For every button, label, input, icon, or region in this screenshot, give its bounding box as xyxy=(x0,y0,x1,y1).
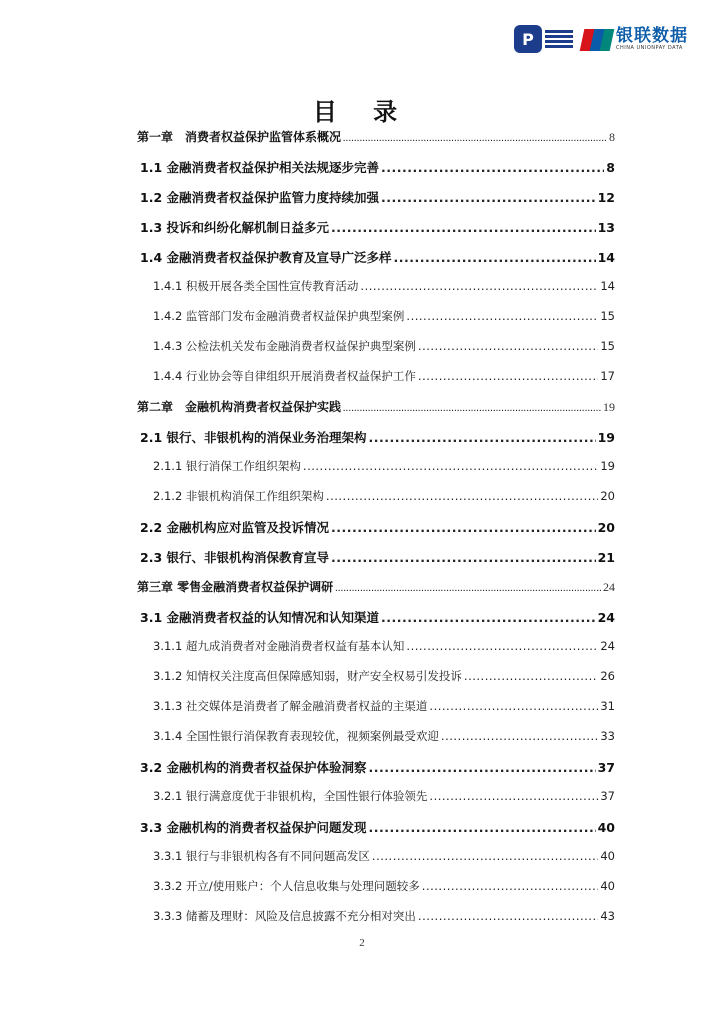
toc-entry-page: 40 xyxy=(600,849,615,863)
toc-entry-title: 3.1.4 全国性银行消保教育表现较优，视频案例最受欢迎 xyxy=(153,729,439,743)
toc-entry-title: 1.2 金融消费者权益保护监管力度持续加强 xyxy=(140,190,379,205)
toc-entry-page: 43 xyxy=(600,909,615,923)
toc-entry-title: 第三章 零售金融消费者权益保护调研 xyxy=(137,580,334,594)
toc-entry-page: 40 xyxy=(600,879,615,893)
toc-leader-dots xyxy=(394,250,596,265)
toc-entry-page: 26 xyxy=(600,669,615,683)
toc-section[interactable] xyxy=(137,218,615,236)
toc-entry-title: 3.3.2 开立/使用账户：个人信息收集与处理问题较多 xyxy=(153,879,420,893)
toc-entry-title: 3.3.3 储蓄及理财：风险及信息披露不充分相对突出 xyxy=(153,909,416,923)
toc-entry-title: 3.1.3 社交媒体是消费者了解金融消费者权益的主渠道 xyxy=(153,699,428,713)
toc-entry-title: 1.4.4 行业协会等自律组织开展消费者权益保护工作 xyxy=(153,369,416,383)
toc-entry-page: 24 xyxy=(603,580,615,594)
toc-subsection[interactable] xyxy=(137,638,615,654)
brand-name-cn: 银联数据 xyxy=(616,26,688,46)
toc-leader-dots xyxy=(303,459,598,473)
cup-data-logo xyxy=(582,25,688,53)
toc-subsection[interactable] xyxy=(137,458,615,474)
cup-data-mark-icon xyxy=(582,25,612,53)
toc-entry-page: 14 xyxy=(597,250,615,265)
toc-entry-title: 3.1.1 超九成消费者对金融消费者权益有基本认知 xyxy=(153,639,405,653)
toc-leader-dots xyxy=(406,639,598,653)
logo-text-lines xyxy=(545,30,573,48)
toc-subsection[interactable] xyxy=(137,698,615,714)
toc-entry-page: 24 xyxy=(597,610,615,625)
toc-section[interactable] xyxy=(137,608,615,626)
toc-entry-title: 3.1 金融消费者权益的认知情况和认知渠道 xyxy=(140,610,379,625)
toc-subsection[interactable] xyxy=(137,908,615,924)
toc-leader-dots xyxy=(360,279,598,293)
brand-name-en: CHINA UNIONPAY DATA xyxy=(616,45,683,51)
toc-leader-dots xyxy=(429,789,598,803)
toc-entry-page: 14 xyxy=(600,279,615,293)
toc-leader-dots xyxy=(464,669,598,683)
page-title: 目 录 xyxy=(312,98,412,126)
toc-entry-title: 2.1 银行、非银机构的消保业务治理架构 xyxy=(140,430,367,445)
toc-leader-dots xyxy=(418,369,598,383)
toc-entry-page: 20 xyxy=(600,489,615,503)
toc-entry-title: 3.1.2 知情权关注度高但保障感知弱，财产安全权易引发投诉 xyxy=(153,669,462,683)
toc-entry-title: 第一章 消费者权益保护监管体系概况 xyxy=(137,130,342,144)
toc-subsection[interactable] xyxy=(137,668,615,684)
p-logo-icon: P xyxy=(514,25,542,53)
toc-entry-title: 1.3 投诉和纠纷化解机制日益多元 xyxy=(140,220,329,235)
toc-leader-dots xyxy=(418,339,598,353)
toc-entry-title: 3.2.1 银行满意度优于非银机构，全国性银行体验领先 xyxy=(153,789,428,803)
toc-leader-dots xyxy=(369,760,596,775)
toc-entry-title: 2.1.1 银行消保工作组织架构 xyxy=(153,459,301,473)
toc-subsection[interactable] xyxy=(137,338,615,354)
toc-entry-page: 13 xyxy=(597,220,615,235)
toc-leader-dots xyxy=(335,586,601,593)
toc-subsection[interactable] xyxy=(137,278,615,294)
toc-subsection[interactable] xyxy=(137,878,615,894)
toc-leader-dots xyxy=(343,406,601,413)
toc-leader-dots xyxy=(381,160,604,175)
toc-chapter[interactable] xyxy=(137,398,615,415)
toc-leader-dots xyxy=(331,520,596,535)
toc-leader-dots xyxy=(406,309,598,323)
toc-leader-dots xyxy=(369,820,596,835)
toc-leader-dots xyxy=(422,879,599,893)
toc-leader-dots xyxy=(331,220,596,235)
toc-section[interactable] xyxy=(137,248,615,266)
toc-entry-page: 8 xyxy=(606,160,615,175)
page-number: 2 xyxy=(359,937,365,949)
toc-entry-title: 1.1 金融消费者权益保护相关法规逐步完善 xyxy=(140,160,379,175)
toc-entry-page: 37 xyxy=(597,760,615,775)
toc-entry-page: 15 xyxy=(600,339,615,353)
toc-leader-dots xyxy=(343,136,607,143)
toc-entry-page: 20 xyxy=(597,520,615,535)
toc-leader-dots xyxy=(331,550,596,565)
toc-entry-page: 21 xyxy=(597,550,615,565)
toc-entry-page: 33 xyxy=(600,729,615,743)
toc-leader-dots xyxy=(372,849,598,863)
toc-section[interactable] xyxy=(137,158,615,176)
toc-subsection[interactable] xyxy=(137,728,615,744)
toc-entry-title: 3.3.1 银行与非银机构各有不同问题高发区 xyxy=(153,849,370,863)
toc-section[interactable] xyxy=(137,758,615,776)
toc-section[interactable] xyxy=(137,548,615,566)
toc-section[interactable] xyxy=(137,818,615,836)
toc-entry-page: 19 xyxy=(597,430,615,445)
toc-chapter[interactable] xyxy=(137,578,615,595)
toc-entry-title: 3.3 金融机构的消费者权益保护问题发现 xyxy=(140,820,367,835)
toc-entry-title: 1.4.1 积极开展各类全国性宣传教育活动 xyxy=(153,279,359,293)
toc-entry-title: 1.4.2 监管部门发布金融消费者权益保护典型案例 xyxy=(153,309,405,323)
toc-subsection[interactable] xyxy=(137,308,615,324)
toc-subsection[interactable] xyxy=(137,488,615,504)
toc-entry-title: 2.3 银行、非银机构消保教育宣导 xyxy=(140,550,329,565)
toc-section[interactable] xyxy=(137,188,615,206)
toc-entry-page: 31 xyxy=(600,699,615,713)
toc-entry-page: 8 xyxy=(609,130,615,144)
toc-entry-page: 12 xyxy=(597,190,615,205)
toc-subsection[interactable] xyxy=(137,368,615,384)
toc-leader-dots xyxy=(418,909,598,923)
toc-entry-page: 15 xyxy=(600,309,615,323)
fintech-alliance-logo xyxy=(514,24,574,54)
toc-leader-dots xyxy=(441,729,598,743)
toc-entry-page: 40 xyxy=(597,820,615,835)
toc-leader-dots xyxy=(381,190,596,205)
toc-leader-dots xyxy=(326,489,598,503)
toc-section[interactable] xyxy=(137,518,615,536)
toc-leader-dots xyxy=(369,430,596,445)
toc-entry-page: 19 xyxy=(600,459,615,473)
toc-leader-dots xyxy=(381,610,596,625)
toc-entry-title: 1.4 金融消费者权益保护教育及宣导广泛多样 xyxy=(140,250,392,265)
header-logos xyxy=(514,24,688,54)
toc-chapter[interactable] xyxy=(137,128,615,145)
toc-entry-page: 19 xyxy=(603,400,615,414)
toc-entry-title: 3.2 金融机构的消费者权益保护体验洞察 xyxy=(140,760,367,775)
toc-entry-page: 17 xyxy=(600,369,615,383)
toc-entry-title: 1.4.3 公检法机关发布金融消费者权益保护典型案例 xyxy=(153,339,416,353)
toc-subsection[interactable] xyxy=(137,848,615,864)
toc-leader-dots xyxy=(429,699,598,713)
toc-entry-title: 2.1.2 非银机构消保工作组织架构 xyxy=(153,489,324,503)
toc-entry-page: 24 xyxy=(600,639,615,653)
toc-subsection[interactable] xyxy=(137,788,615,804)
toc-entry-title: 2.2 金融机构应对监管及投诉情况 xyxy=(140,520,329,535)
toc-entry-title: 第二章 金融机构消费者权益保护实践 xyxy=(137,400,342,414)
toc-section[interactable] xyxy=(137,428,615,446)
toc-entry-page: 37 xyxy=(600,789,615,803)
